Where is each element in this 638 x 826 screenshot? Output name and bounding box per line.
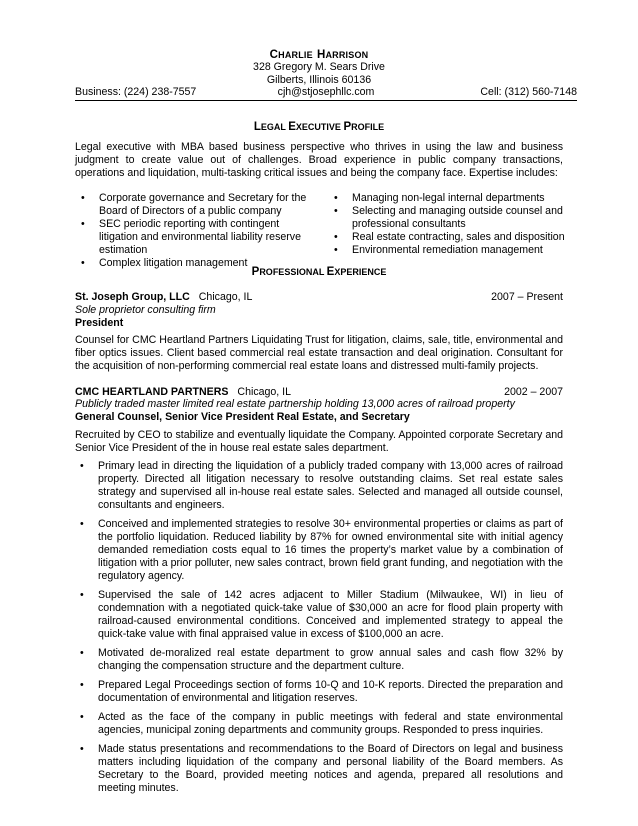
job-summary: Recruited by CEO to stabilize and eventually liquidate the Company. Appointed corporate Secretary and Senior Vice President of the in house real estate sales department.: [75, 429, 563, 454]
job-header: [75, 291, 563, 304]
company-name: St. Joseph Group, LLC: [75, 291, 190, 303]
heading-part: XPERIENCE: [334, 267, 387, 277]
name-first-rest: HARLIE: [278, 50, 313, 60]
job-title: President: [75, 317, 124, 329]
achievement-item: • Motivated de-moralized real estate department to grow annual sales and cash flow 32% by changing the compensation structure and the department culture.: [75, 647, 563, 673]
heading-part: P: [343, 121, 352, 133]
cell-phone: Cell: (312) 560-7148: [480, 86, 577, 98]
contact-row: [75, 86, 577, 99]
heading-part: E: [288, 121, 296, 133]
skill-item: • Complex litigation management: [76, 257, 316, 270]
achievement-list: [75, 460, 563, 801]
skills-left-column: [76, 192, 316, 270]
skill-item: • Environmental remediation management: [329, 244, 569, 257]
job-title: General Counsel, Senior Vice President Real Estate, and Secretary: [75, 411, 410, 423]
address-line-2: Gilberts, Illinois 60136: [266, 74, 372, 86]
job-location: Chicago, IL: [198, 291, 253, 303]
skill-item: • Real estate contracting, sales and disposition: [329, 231, 569, 244]
company-description: Sole proprietor consulting firm: [75, 304, 216, 316]
company-description: Publicly traded master limited real estate partnership holding 13,000 acres of railroad property: [75, 398, 515, 410]
skills-right-column: [329, 192, 569, 257]
skill-item: • Corporate governance and Secretary for the Board of Directors of a public company: [76, 192, 316, 218]
name-last-rest: ARRISON: [325, 50, 369, 60]
profile-heading: [0, 121, 638, 134]
job-summary: Counsel for CMC Heartland Partners Liquidating Trust for litigation, claims, sale, title, environmental and fiber optics issues. Client based commercial real estate transaction and deal origination. Consultant for the acquisition of non-performing commercial real estate loans and distressed multi-family projects.: [75, 334, 563, 372]
achievement-item: • Acted as the face of the company in public meetings with federal and state environmental agencies, municipal zoning departments and community groups. Responded to press inquiries.: [75, 711, 563, 737]
heading-part: XECUTIVE: [295, 122, 344, 132]
heading-part: ROFESSIONAL: [259, 267, 327, 277]
job-dates: 2002 – 2007: [504, 386, 563, 398]
heading-part: L: [253, 121, 261, 133]
name-first-initial: C: [269, 49, 279, 61]
experience-heading: [0, 266, 638, 279]
skill-item: • SEC periodic reporting with contingent litigation and environmental liability reserve estimation: [76, 218, 316, 257]
skill-item: • Managing non-legal internal departments: [329, 192, 569, 205]
heading-part: ROFILE: [351, 122, 385, 132]
heading-part: E: [326, 266, 335, 278]
skill-item: • Selecting and managing outside counsel and professional consultants: [329, 205, 569, 231]
profile-summary: Legal executive with MBA based business perspective who thrives in using the law and business judgment to create value out of challenges. Broad experience in public company transactions, operations and liquidation, multi-tasking critical issues and being the company face. Expertise includes:: [75, 141, 563, 179]
job-dates: 2007 – Present: [491, 291, 563, 303]
job-location: Chicago, IL: [237, 386, 292, 398]
achievement-item: • Supervised the sale of 142 acres adjacent to Miller Stadium (Milwaukee, WI) in lieu of condemnation with a negotiated quick-take value of $30,000 an acre for flood plain property with railroad-caused environmental conditions. Conceived and implemented strategy to appeal the quick-take value with final appraised value in excess of $100,000 an acre.: [75, 589, 563, 641]
email-address: cjh@stjosephllc.com: [277, 86, 375, 98]
business-phone: Business: (224) 238-7557: [75, 86, 197, 98]
name-last-initial: H: [316, 49, 326, 61]
achievement-item: • Conceived and implemented strategies to resolve 30+ environmental properties or claims as part of the portfolio liquidation. Reduced liability by 87% for owned environmental site with initial agency demanded remediation costs equal to 16 times the property’s market value by a combination of litigation with a prior polluter, new sales contract, brown field grant funding, and negotiation with the regulatory agency.: [75, 518, 563, 583]
address-line-1: 328 Gregory M. Sears Drive: [253, 61, 385, 73]
achievement-item: • Prepared Legal Proceedings section of forms 10-Q and 10-K reports. Directed the preparation and documentation of environmental and litigation reserves.: [75, 679, 563, 705]
heading-part: P: [251, 266, 260, 278]
company-name: CMC HEARTLAND PARTNERS: [75, 386, 229, 398]
achievement-item: • Made status presentations and recommendations to the Board of Directors on legal and business matters including liquidation of the company and personal liability of the Board members. As Secretary to the Board, provided meeting notices and agenda, prepared all resolutions and meeting minutes.: [75, 743, 563, 795]
header-divider: [75, 100, 577, 101]
heading-part: EGAL: [260, 122, 289, 132]
achievement-item: • Primary lead in directing the liquidation of a publicly traded company with 13,000 acres of railroad property. Directed all litigation necessary to resolve outstanding claims. Set real estate sales strategy and supervised all in-house real estate sales. Selected and managed all outside counsel, consultants and engineers.: [75, 460, 563, 512]
